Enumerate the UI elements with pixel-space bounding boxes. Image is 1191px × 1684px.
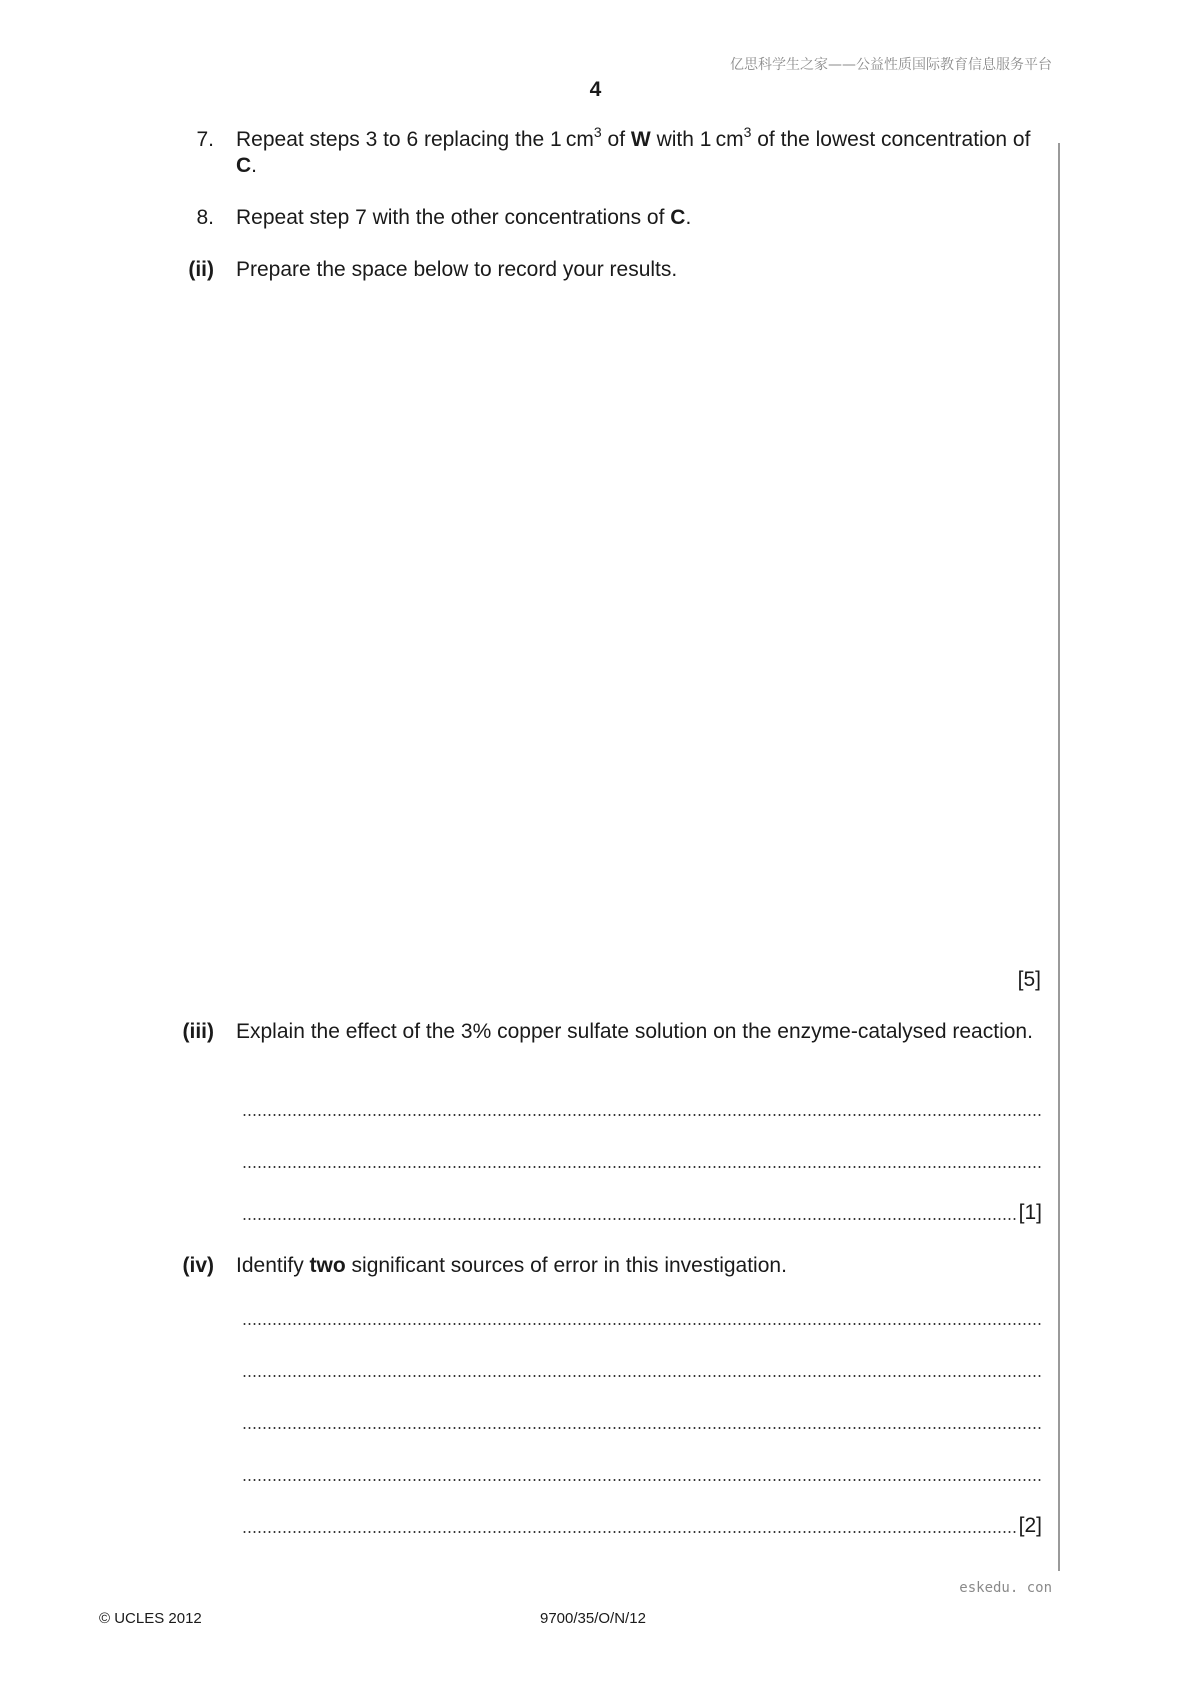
step-number-7: 7.: [196, 128, 214, 151]
answer-line-iii-2[interactable]: [242, 1148, 1042, 1174]
page-number: 4: [589, 78, 602, 101]
question-iv-mark: [2]: [1018, 1514, 1042, 1537]
question-iii-text: Explain the effect of the 3% copper sulfate solution on the enzyme-catalysed reaction.: [236, 1020, 1033, 1043]
answer-line-iv-3[interactable]: [242, 1409, 1042, 1435]
answer-line-iv-2[interactable]: [242, 1357, 1042, 1383]
question-number-iv: (iv): [182, 1254, 214, 1277]
results-answer-space[interactable]: [236, 290, 1042, 950]
question-number-iii: (iii): [182, 1020, 214, 1043]
footer-watermark: eskedu. con: [959, 1580, 1052, 1596]
margin-rule: [1058, 143, 1060, 1571]
answer-line-iv-5[interactable]: [242, 1513, 1042, 1539]
question-ii-text: Prepare the space below to record your results.: [236, 258, 678, 281]
step-7-text: Repeat steps 3 to 6 replacing the 1 $cm^3$ of W with 1 $cm^3$ of the lowest concentration of C.: [236, 124, 1031, 177]
footer-paper-code: 9700/35/O/N/12: [540, 1610, 646, 1627]
answer-line-iv-1[interactable]: [242, 1305, 1042, 1331]
step-8-text: Repeat step 7 with the other concentrations of C.: [236, 206, 692, 229]
header-watermark: 亿思科学生之家——公益性质国际教育信息服务平台: [730, 57, 1052, 73]
footer-copyright: © UCLES 2012: [99, 1610, 202, 1627]
answer-line-iii-3[interactable]: [242, 1200, 1042, 1226]
answer-line-iii-1[interactable]: [242, 1096, 1042, 1122]
answer-line-iv-4[interactable]: [242, 1461, 1042, 1487]
step-number-8: 8.: [196, 206, 214, 229]
question-number-ii: (ii): [188, 258, 214, 281]
question-iv-text: Identify two significant sources of error in this investigation.: [236, 1254, 787, 1277]
question-ii-mark: [5]: [1017, 968, 1041, 991]
question-iii-mark: [1]: [1018, 1201, 1042, 1224]
